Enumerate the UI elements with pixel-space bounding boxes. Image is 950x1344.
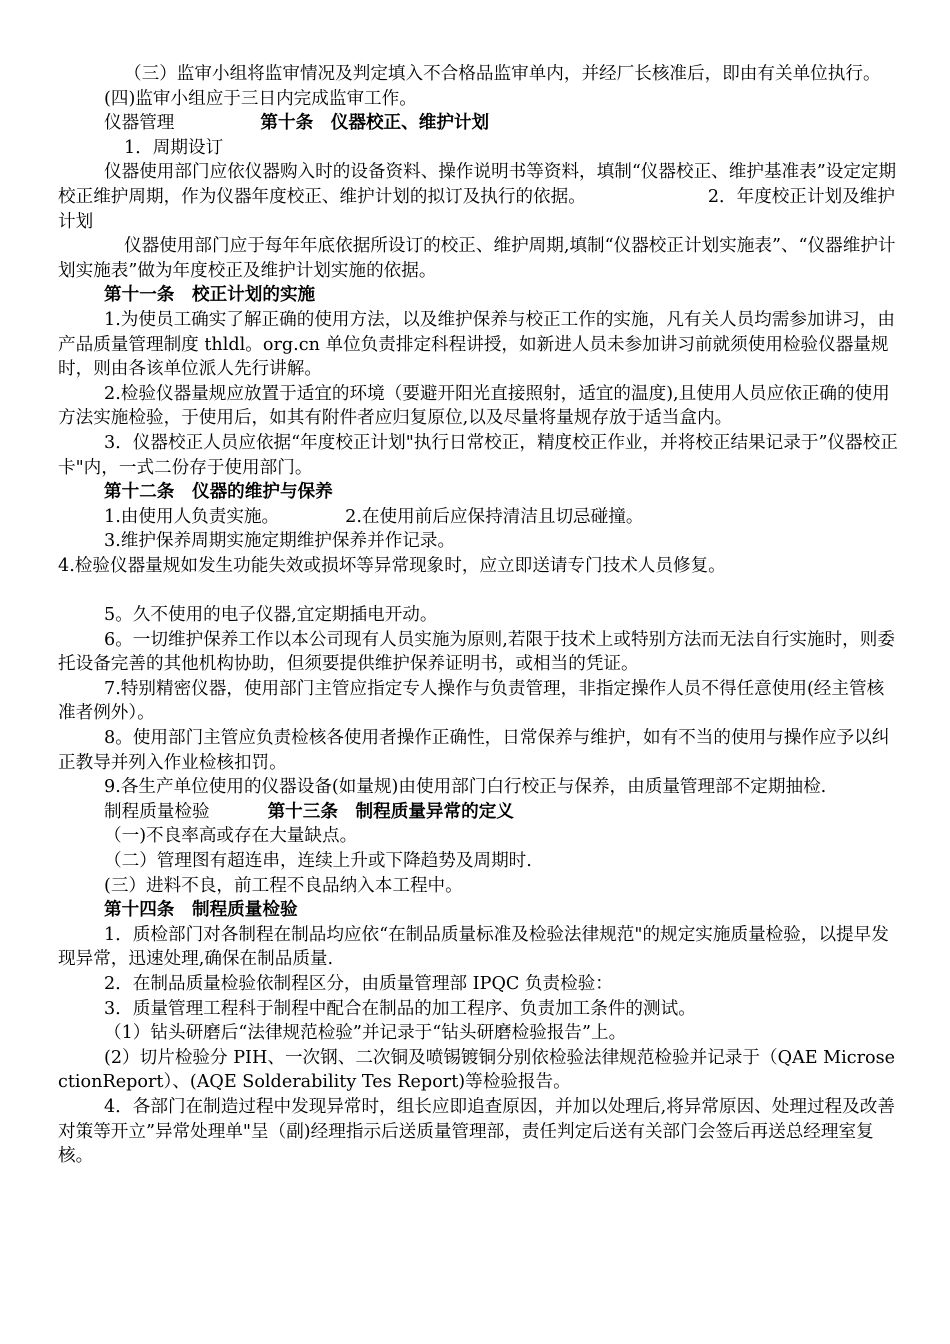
article-11-item-1: 1.为使员工确实了解正确的使用方法，以及维护保养与校正工作的实施，凡有关人员均需参加讲习，由产品质量管理制度 thldl。org.cn 单位负责排定科程讲授，如新进人员未参加讲习前就须使用检验仪器量规时，则由各该单位派人先行讲解。 (58, 309, 895, 380)
article-14-heading: 第十四条 制程质量检验 (104, 899, 298, 921)
article-14-item-1: 1．质检部门对各制程在制品均应依“在制品质量标准及检验法律规范"的规定实施质量检验，以提早发现异常，迅速处理,确保在制品质量. (58, 924, 889, 970)
article-11-item-2: 2.检验仪器量规应放置于适宜的环境（要避开阳光直接照射，适宜的温度),且使用人员应依正确的使用方法实施检验，于使用后，如其有附件者应归复原位,以及尽量将量规存放于适当盒内。 (58, 383, 890, 429)
article-12-item-1: 1.由使用人负责实施。 (104, 506, 280, 527)
article-14-item-3-sub-2: (2）切片检验分 PIH、一次钢、二次铜及喷锡镀铜分别依检验法律规范检验并记录于（QAE MicrosectionReport）、(AQE Solderability Tes Report)等检验报告。 (58, 1047, 896, 1093)
article-12-heading: 第十二条 仪器的维护与保养 (104, 481, 333, 503)
article-14-item-4: 4．各部门在制造过程中发现异常时，组长应即追查原因，并加以处理后,将异常原因、处理过程及改善对策等开立”异常处理单"呈（副)经理指示后送质量管理部，责任判定后送有关部门会签后再送总经理室复核。 (58, 1096, 895, 1167)
article-12-item-3: 3.维护保养周期实施定期维护保养并作记录。 (104, 531, 456, 552)
section-category-process-quality: 制程质量检验 (104, 801, 210, 822)
article-14-item-3: 3．质量管理工程科于制程中配合在制品的加工程序、负责加工条件的测试。 (104, 998, 696, 1019)
article-13-item-3: (三）进料不良，前工程不良品纳入本工程中。 (104, 875, 463, 896)
article-12-item-7: 7.特别精密仪器，使用部门主管应指定专人操作与负责管理，非指定操作人员不得任意使用(经主管核准者例外）。 (58, 678, 885, 724)
article-12-item-2: 2.在使用前后应保持清洁且切忌碰撞。 (345, 506, 644, 527)
article-13-item-1: （一)不良率高或存在大量缺点。 (104, 826, 358, 847)
article-12-item-5: 5。久不使用的电子仪器,宜定期插电开动。 (104, 605, 438, 626)
article-12-item-8: 8。使用部门主管应负责检核各使用者操作正确性，日常保养与维护，如有不当的使用与操作应予以纠正教导并列入作业检核扣罚。 (58, 728, 890, 773)
document-page (58, 62, 898, 1169)
paragraph-annual-plan: 仪器使用部门应于每年年底依据所设订的校正、维护周期,填制“仪器校正计划实施表”、“仪器维护计划实施表”做为年度校正及维护计划实施的依据。 (58, 236, 896, 281)
article-11-heading: 第十一条 校正计划的实施 (104, 284, 316, 306)
paragraph-calibration-basis (58, 160, 898, 234)
section-heading-row-13 (58, 800, 898, 825)
article-12-item-9: 9.各生产单位使用的仪器设备(如量规)由使用部门白行校正与保养，由质量管理部不定期抽检. (104, 777, 827, 798)
article-12-items-1-2 (58, 505, 898, 530)
item-annual-plan: 2．年度校正计划及维护计划 (58, 186, 895, 232)
paragraph-3-1: （三）监审小组将监审情况及判定填入不合格品监审单内，并经厂长核准后，即由有关单位执行。 (124, 64, 881, 84)
article-13-heading: 第十三条 制程质量异常的定义 (267, 800, 514, 822)
article-11-item-3: 3．仪器校正人员应依据“年度校正计划"执行日常校正，精度校正作业，并将校正结果记录于”仪器校正卡"内，一式二份存于使用部门。 (58, 432, 898, 478)
article-13-item-2: （二）管理图有超连串，连续上升或下降趋势及周期时. (104, 851, 532, 871)
section-heading-row-10 (58, 111, 898, 136)
calibration-basis-text: 仪器使用部门应依仪器购入时的设备资料、操作说明书等资料，填制“仪器校正、维护基准表”设定定期校正维护周期，作为仪器年度校正、维护计划的拟订及执行的依据。 (58, 162, 897, 207)
section-category-instrument: 仪器管理 (104, 113, 175, 134)
article-10-heading: 第十条 仪器校正、维护计划 (260, 112, 490, 134)
article-12-item-6: 6。一切维护保养工作以本公司现有人员实施为原则,若限于技术上或特别方法而无法自行实施时，则委托设备完善的其他机构协助，但须要提供维护保养证明书，或相当的凭证。 (58, 629, 895, 675)
blank-line (58, 578, 898, 603)
article-12-item-4: 4.检验仪器量规如发生功能失效或损坏等异常现象时，应立即送请专门技术人员修复。 (58, 555, 726, 576)
article-14-item-3-sub-1: （1）钻头研磨后“法律规范检验”并记录于“钻头研磨检验报告”上。 (104, 1023, 627, 1044)
article-14-item-2: 2．在制品质量检验依制程区分，由质量管理部 IPQC 负责检验： (104, 973, 613, 994)
item-cycle-design: 1．周期设订 (124, 137, 224, 158)
paragraph-4-1: (四)监审小组应于三日内完成监审工作。 (104, 88, 417, 109)
